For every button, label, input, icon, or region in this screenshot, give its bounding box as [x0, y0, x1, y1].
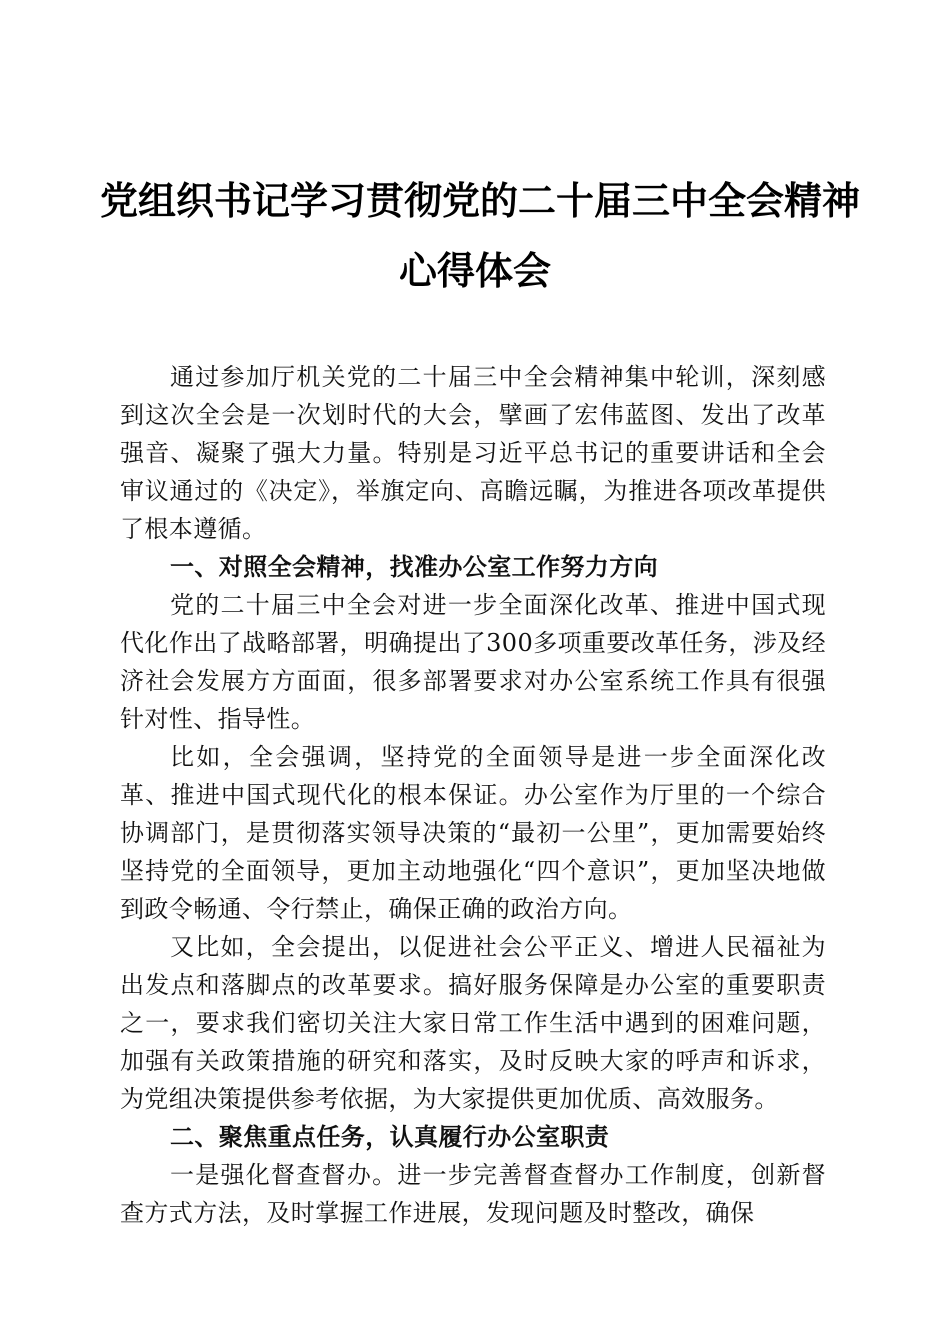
document-body	[120, 358, 826, 1232]
paragraph-section1-1: 党的二十届三中全会对进一步全面深化改革、推进中国式现代化作出了战略部署，明确提出了300多项重要改革任务，涉及经济社会发展方方面面，很多部署要求对办公室系统工作具有很强针对性、指导性。	[120, 591, 826, 733]
section-heading-1: 一、对照全会精神，找准办公室工作努力方向	[170, 553, 658, 581]
paragraph-section2-1: 一是强化督查督办。进一步完善督查督办工作制度，创新督查方式方法，及时掌握工作进展，发现问题及时整改，确保	[120, 1161, 826, 1227]
paragraph-section1-3: 又比如，全会提出，以促进社会公平正义、增进人民福祉为出发点和落脚点的改革要求。搞好服务保障是办公室的重要职责之一，要求我们密切关注大家日常工作生活中遇到的困难问题，加强有关政策措施的研究和落实，及时反映大家的呼声和诉求，为党组决策提供参考依据，为大家提供更加优质、高效服务。	[120, 933, 826, 1113]
paragraph-section1-2: 比如，全会强调，坚持党的全面领导是进一步全面深化改革、推进中国式现代化的根本保证。办公室作为厅里的一个综合协调部门，是贯彻落实领导决策的“最初一公里”，更加需要始终坚持党的全面领导，更加主动地强化“四个意识”，更加坚决地做到政令畅通、令行禁止，确保正确的政治方向。	[120, 743, 826, 923]
document-title-line-2: 心得体会	[398, 248, 551, 293]
paragraph-intro: 通过参加厅机关党的二十届三中全会精神集中轮训，深刻感到这次全会是一次划时代的大会，擘画了宏伟蓝图、发出了改革强音、凝聚了强大力量。特别是习近平总书记的重要讲话和全会审议通过的《决定》，举旗定向、高瞻远瞩，为推进各项改革提供了根本遵循。	[120, 363, 826, 543]
section-heading-2: 二、聚焦重点任务，认真履行办公室职责	[170, 1123, 610, 1151]
document-title-line-1: 党组织书记学习贯彻党的二十届三中全会精神	[100, 178, 861, 223]
